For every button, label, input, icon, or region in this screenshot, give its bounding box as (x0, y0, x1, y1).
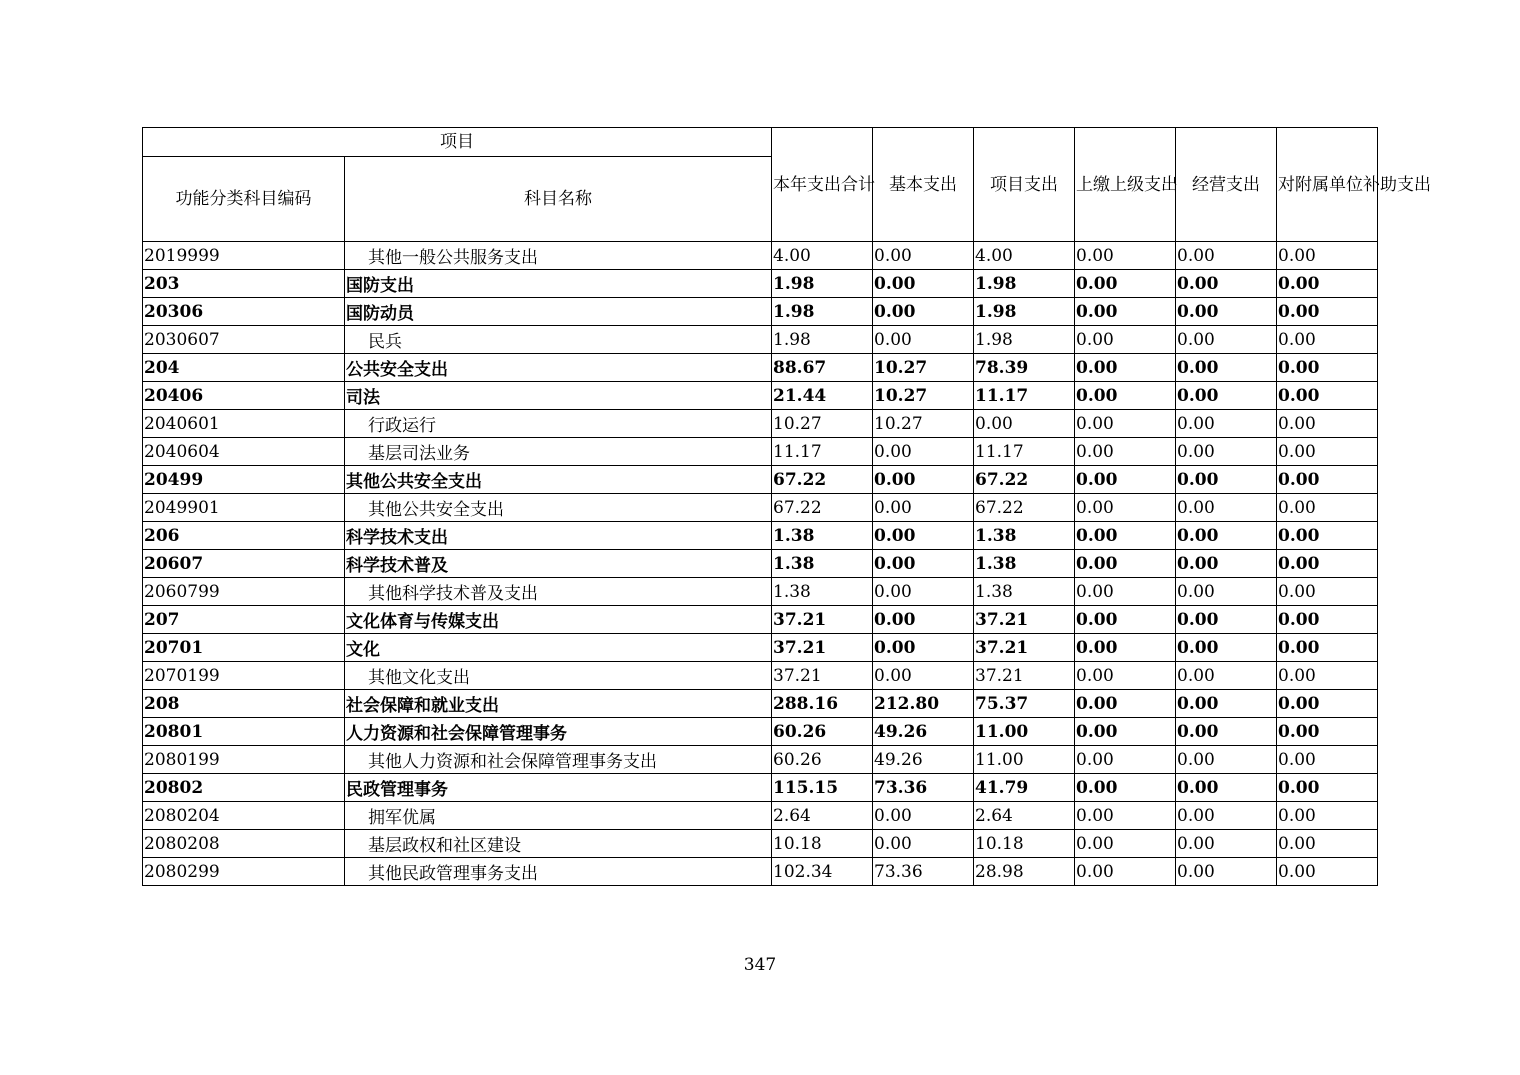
table-row (143, 354, 1378, 382)
row-subsidy: 0.00 (1277, 242, 1378, 270)
row-basic: 0.00 (873, 662, 974, 690)
row-business: 0.00 (1176, 774, 1277, 802)
row-name: 基层政权和社区建设 (368, 836, 521, 856)
row-business: 0.00 (1176, 718, 1277, 746)
row-basic: 0.00 (873, 270, 974, 298)
row-total: 60.26 (772, 746, 873, 774)
row-code: 20802 (143, 774, 345, 802)
row-total: 115.15 (772, 774, 873, 802)
row-total: 10.27 (772, 410, 873, 438)
row-name: 其他公共安全支出 (368, 500, 504, 520)
row-basic: 73.36 (873, 858, 974, 886)
row-business: 0.00 (1176, 662, 1277, 690)
row-name: 科学技术支出 (346, 528, 448, 548)
header-col-business: 经营支出 (1176, 128, 1277, 242)
row-subsidy: 0.00 (1277, 830, 1378, 858)
row-name: 国防支出 (346, 276, 414, 296)
row-name: 其他公共安全支出 (346, 472, 482, 492)
row-name: 民政管理事务 (346, 780, 448, 800)
row-total: 1.98 (772, 326, 873, 354)
row-basic: 0.00 (873, 522, 974, 550)
row-code: 2030607 (143, 326, 345, 354)
table-row (143, 466, 1378, 494)
row-business: 0.00 (1176, 578, 1277, 606)
row-upper: 0.00 (1075, 242, 1176, 270)
table-row (143, 830, 1378, 858)
row-upper: 0.00 (1075, 354, 1176, 382)
row-name-cell (345, 858, 772, 886)
header-group-label: 项目 (143, 128, 772, 157)
row-basic: 0.00 (873, 326, 974, 354)
row-basic: 0.00 (873, 578, 974, 606)
row-project: 1.98 (974, 298, 1075, 326)
row-business: 0.00 (1176, 438, 1277, 466)
table-body (143, 242, 1378, 886)
row-subsidy: 0.00 (1277, 606, 1378, 634)
row-name: 其他人力资源和社会保障管理事务支出 (368, 752, 657, 772)
row-upper: 0.00 (1075, 494, 1176, 522)
row-code: 2080208 (143, 830, 345, 858)
row-subsidy: 0.00 (1277, 634, 1378, 662)
row-project: 75.37 (974, 690, 1075, 718)
row-basic: 0.00 (873, 298, 974, 326)
row-name: 其他科学技术普及支出 (368, 584, 538, 604)
row-total: 10.18 (772, 830, 873, 858)
row-name-cell (345, 466, 772, 494)
row-subsidy: 0.00 (1277, 774, 1378, 802)
header-col-subsidy: 对附属单位补助支出 (1277, 128, 1378, 242)
row-business: 0.00 (1176, 522, 1277, 550)
row-name: 文化 (346, 640, 380, 660)
row-project: 78.39 (974, 354, 1075, 382)
row-total: 67.22 (772, 494, 873, 522)
row-business: 0.00 (1176, 242, 1277, 270)
table-row (143, 858, 1378, 886)
row-code: 206 (143, 522, 345, 550)
row-project: 37.21 (974, 634, 1075, 662)
row-name-cell (345, 354, 772, 382)
row-business: 0.00 (1176, 634, 1277, 662)
row-subsidy: 0.00 (1277, 410, 1378, 438)
row-basic: 0.00 (873, 438, 974, 466)
row-basic: 0.00 (873, 634, 974, 662)
row-project: 67.22 (974, 494, 1075, 522)
row-project: 1.38 (974, 550, 1075, 578)
row-name: 科学技术普及 (346, 556, 448, 576)
row-name-cell (345, 550, 772, 578)
row-upper: 0.00 (1075, 606, 1176, 634)
table-row (143, 774, 1378, 802)
row-project: 2.64 (974, 802, 1075, 830)
row-code: 2080299 (143, 858, 345, 886)
row-subsidy: 0.00 (1277, 578, 1378, 606)
row-code: 20701 (143, 634, 345, 662)
row-total: 102.34 (772, 858, 873, 886)
row-basic: 49.26 (873, 718, 974, 746)
row-name-cell (345, 830, 772, 858)
row-subsidy: 0.00 (1277, 802, 1378, 830)
header-col-project: 项目支出 (974, 128, 1075, 242)
row-subsidy: 0.00 (1277, 326, 1378, 354)
row-code: 20306 (143, 298, 345, 326)
row-upper: 0.00 (1075, 550, 1176, 578)
row-name: 其他文化支出 (368, 668, 470, 688)
page-number: 347 (743, 955, 777, 975)
row-business: 0.00 (1176, 326, 1277, 354)
row-project: 1.98 (974, 270, 1075, 298)
row-subsidy: 0.00 (1277, 522, 1378, 550)
row-upper: 0.00 (1075, 410, 1176, 438)
table-row (143, 606, 1378, 634)
header-col-upper: 上缴上级支出 (1075, 128, 1176, 242)
row-code: 207 (143, 606, 345, 634)
row-name-cell (345, 578, 772, 606)
table-row (143, 298, 1378, 326)
row-name-cell (345, 494, 772, 522)
row-code: 204 (143, 354, 345, 382)
row-name-cell (345, 326, 772, 354)
row-basic: 10.27 (873, 382, 974, 410)
row-name: 公共安全支出 (346, 360, 448, 380)
table-row (143, 438, 1378, 466)
row-total: 21.44 (772, 382, 873, 410)
table-row (143, 662, 1378, 690)
row-subsidy: 0.00 (1277, 270, 1378, 298)
row-basic: 0.00 (873, 606, 974, 634)
row-code: 2080204 (143, 802, 345, 830)
row-business: 0.00 (1176, 550, 1277, 578)
row-total: 288.16 (772, 690, 873, 718)
row-subsidy: 0.00 (1277, 382, 1378, 410)
row-total: 37.21 (772, 662, 873, 690)
row-total: 67.22 (772, 466, 873, 494)
row-name: 人力资源和社会保障管理事务 (346, 724, 567, 744)
row-upper: 0.00 (1075, 746, 1176, 774)
row-business: 0.00 (1176, 494, 1277, 522)
row-subsidy: 0.00 (1277, 550, 1378, 578)
row-project: 11.00 (974, 718, 1075, 746)
row-subsidy: 0.00 (1277, 858, 1378, 886)
row-business: 0.00 (1176, 270, 1277, 298)
row-business: 0.00 (1176, 606, 1277, 634)
row-total: 11.17 (772, 438, 873, 466)
row-name: 社会保障和就业支出 (346, 696, 499, 716)
row-upper: 0.00 (1075, 662, 1176, 690)
row-total: 1.98 (772, 298, 873, 326)
row-basic: 49.26 (873, 746, 974, 774)
header-col-total: 本年支出合计 (772, 128, 873, 242)
row-name-cell (345, 662, 772, 690)
row-name: 行政运行 (368, 416, 436, 436)
row-subsidy: 0.00 (1277, 718, 1378, 746)
row-upper: 0.00 (1075, 634, 1176, 662)
row-total: 2.64 (772, 802, 873, 830)
table-row (143, 494, 1378, 522)
row-name: 拥军优属 (368, 808, 436, 828)
row-name-cell (345, 634, 772, 662)
row-upper: 0.00 (1075, 270, 1176, 298)
row-business: 0.00 (1176, 298, 1277, 326)
row-subsidy: 0.00 (1277, 494, 1378, 522)
row-basic: 0.00 (873, 466, 974, 494)
row-code: 2080199 (143, 746, 345, 774)
row-subsidy: 0.00 (1277, 298, 1378, 326)
row-basic: 0.00 (873, 550, 974, 578)
budget-expenditure-table (142, 127, 1431, 886)
table-row (143, 802, 1378, 830)
row-name-cell (345, 718, 772, 746)
row-code: 2070199 (143, 662, 345, 690)
row-project: 11.00 (974, 746, 1075, 774)
table-row (143, 326, 1378, 354)
row-project: 28.98 (974, 858, 1075, 886)
row-basic: 73.36 (873, 774, 974, 802)
table-row (143, 242, 1378, 270)
row-name-cell (345, 438, 772, 466)
row-total: 37.21 (772, 606, 873, 634)
row-name: 基层司法业务 (368, 444, 470, 464)
row-project: 41.79 (974, 774, 1075, 802)
row-total: 37.21 (772, 634, 873, 662)
row-upper: 0.00 (1075, 718, 1176, 746)
row-project: 11.17 (974, 438, 1075, 466)
table-row (143, 634, 1378, 662)
row-code: 2060799 (143, 578, 345, 606)
row-code: 203 (143, 270, 345, 298)
table-row (143, 522, 1378, 550)
row-name-cell (345, 270, 772, 298)
row-basic: 0.00 (873, 802, 974, 830)
row-subsidy: 0.00 (1277, 438, 1378, 466)
row-name-cell (345, 410, 772, 438)
row-basic: 212.80 (873, 690, 974, 718)
row-total: 1.38 (772, 522, 873, 550)
row-business: 0.00 (1176, 354, 1277, 382)
row-name: 其他民政管理事务支出 (368, 864, 538, 884)
table-row (143, 718, 1378, 746)
row-project: 10.18 (974, 830, 1075, 858)
table-header (143, 128, 1431, 242)
row-upper: 0.00 (1075, 774, 1176, 802)
row-upper: 0.00 (1075, 522, 1176, 550)
row-project: 1.98 (974, 326, 1075, 354)
row-code: 2040604 (143, 438, 345, 466)
row-name-cell (345, 298, 772, 326)
row-upper: 0.00 (1075, 438, 1176, 466)
row-project: 37.21 (974, 606, 1075, 634)
row-business: 0.00 (1176, 830, 1277, 858)
row-business: 0.00 (1176, 802, 1277, 830)
row-project: 1.38 (974, 578, 1075, 606)
row-name-cell (345, 802, 772, 830)
row-basic: 10.27 (873, 410, 974, 438)
row-name-cell (345, 382, 772, 410)
row-upper: 0.00 (1075, 466, 1176, 494)
row-name-cell (345, 690, 772, 718)
row-code: 208 (143, 690, 345, 718)
row-business: 0.00 (1176, 858, 1277, 886)
row-subsidy: 0.00 (1277, 354, 1378, 382)
table-row (143, 690, 1378, 718)
row-business: 0.00 (1176, 466, 1277, 494)
header-col-basic: 基本支出 (873, 128, 974, 242)
row-project: 1.38 (974, 522, 1075, 550)
row-total: 1.38 (772, 578, 873, 606)
row-code: 2040601 (143, 410, 345, 438)
row-upper: 0.00 (1075, 382, 1176, 410)
row-subsidy: 0.00 (1277, 466, 1378, 494)
table-row (143, 410, 1378, 438)
row-name-cell (345, 746, 772, 774)
row-name: 国防动员 (346, 304, 414, 324)
table-row (143, 746, 1378, 774)
row-project: 11.17 (974, 382, 1075, 410)
row-basic: 0.00 (873, 830, 974, 858)
row-total: 60.26 (772, 718, 873, 746)
row-code: 20801 (143, 718, 345, 746)
row-code: 20607 (143, 550, 345, 578)
header-name-label: 科目名称 (345, 157, 772, 242)
row-project: 37.21 (974, 662, 1075, 690)
row-business: 0.00 (1176, 690, 1277, 718)
table-row (143, 382, 1378, 410)
table-row (143, 578, 1378, 606)
row-business: 0.00 (1176, 746, 1277, 774)
row-subsidy: 0.00 (1277, 746, 1378, 774)
table-row (143, 270, 1378, 298)
row-basic: 0.00 (873, 242, 974, 270)
row-name-cell (345, 522, 772, 550)
header-code-label: 功能分类科目编码 (143, 157, 345, 242)
row-total: 4.00 (772, 242, 873, 270)
row-subsidy: 0.00 (1277, 690, 1378, 718)
row-business: 0.00 (1176, 410, 1277, 438)
row-total: 88.67 (772, 354, 873, 382)
row-total: 1.98 (772, 270, 873, 298)
row-total: 1.38 (772, 550, 873, 578)
row-subsidy: 0.00 (1277, 662, 1378, 690)
row-upper: 0.00 (1075, 578, 1176, 606)
row-upper: 0.00 (1075, 326, 1176, 354)
row-name: 文化体育与传媒支出 (346, 612, 499, 632)
row-name: 司法 (346, 388, 380, 408)
row-upper: 0.00 (1075, 802, 1176, 830)
row-upper: 0.00 (1075, 298, 1176, 326)
row-project: 67.22 (974, 466, 1075, 494)
row-basic: 10.27 (873, 354, 974, 382)
row-name-cell (345, 242, 772, 270)
row-upper: 0.00 (1075, 690, 1176, 718)
table-row (143, 550, 1378, 578)
row-name: 民兵 (368, 332, 402, 352)
row-upper: 0.00 (1075, 858, 1176, 886)
row-basic: 0.00 (873, 494, 974, 522)
row-name: 其他一般公共服务支出 (368, 248, 538, 268)
row-project: 0.00 (974, 410, 1075, 438)
row-code: 2019999 (143, 242, 345, 270)
row-code: 20499 (143, 466, 345, 494)
row-project: 4.00 (974, 242, 1075, 270)
row-name-cell (345, 774, 772, 802)
row-business: 0.00 (1176, 382, 1277, 410)
row-code: 2049901 (143, 494, 345, 522)
row-code: 20406 (143, 382, 345, 410)
row-name-cell (345, 606, 772, 634)
row-upper: 0.00 (1075, 830, 1176, 858)
